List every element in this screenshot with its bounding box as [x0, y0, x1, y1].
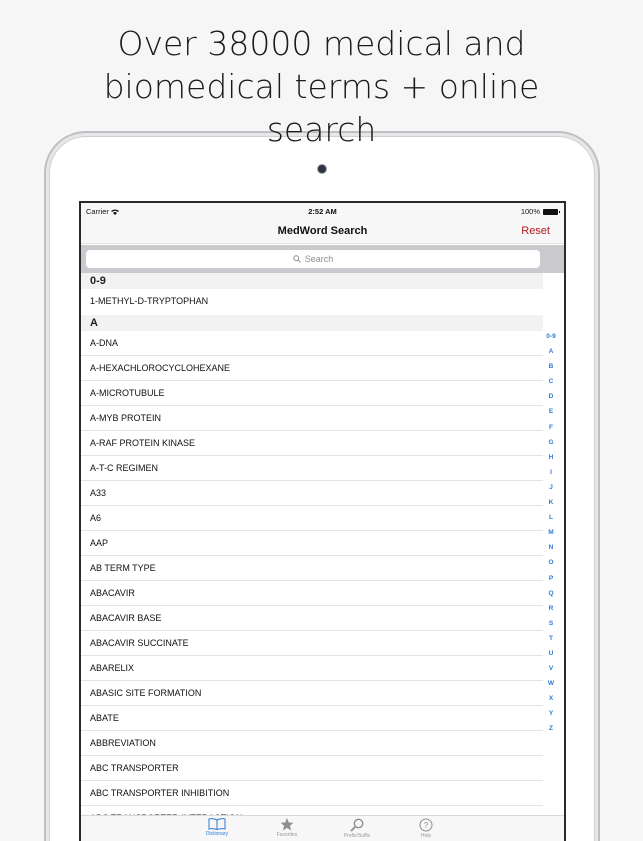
tab-help-label: Help [420, 833, 432, 839]
index-e[interactable]: E [548, 408, 554, 416]
list-item[interactable]: A-MYB PROTEIN [81, 406, 543, 431]
index-g[interactable]: G [548, 438, 554, 446]
list-item[interactable]: A33 [81, 481, 543, 506]
search-icon [350, 818, 364, 832]
list-item[interactable]: A6 [81, 506, 543, 531]
index-s[interactable]: S [548, 619, 554, 627]
list-item[interactable]: 1-METHYL-D-TRYPTOPHAN [81, 289, 543, 315]
list-item[interactable]: ABACAVIR [81, 581, 543, 606]
page-title: MedWord Search [277, 225, 368, 237]
index-v[interactable]: V [548, 665, 554, 673]
list-item[interactable]: A-HEXACHLOROCYCLOHEXANE [81, 356, 543, 381]
index-d[interactable]: D [548, 393, 554, 401]
list-item[interactable]: AB TERM TYPE [81, 556, 543, 581]
list-item[interactable]: A-RAF PROTEIN KINASE [81, 431, 543, 456]
index-x[interactable]: X [548, 695, 554, 703]
battery-indicator [521, 207, 558, 216]
index-0-9[interactable]: 0-9 [546, 333, 556, 340]
status-time: 2:52 AM [308, 207, 337, 216]
tab-dictionary-label: Dictionary [205, 831, 229, 837]
tab-help[interactable] [406, 818, 446, 839]
svg-text:?: ? [423, 821, 429, 830]
index-w[interactable]: W [547, 680, 555, 688]
search-bar [81, 245, 564, 273]
book-icon [208, 818, 226, 830]
help-icon [419, 818, 433, 832]
terms-list[interactable] [81, 273, 543, 831]
list-item[interactable]: AAP [81, 531, 543, 556]
section-header-a: A [81, 315, 543, 331]
list-item[interactable]: A-DNA [81, 331, 543, 356]
search-placeholder: Search [304, 254, 334, 264]
index-f[interactable]: F [549, 423, 553, 431]
index-c[interactable]: C [548, 378, 554, 386]
headline-line-1: Over 38000 medical and [117, 24, 526, 63]
headline-line-3: search [266, 110, 377, 149]
index-k[interactable]: K [548, 499, 554, 507]
index-t[interactable]: T [549, 634, 553, 642]
tab-bar [81, 815, 564, 841]
list-item[interactable]: ABBREVIATION [81, 731, 543, 756]
list-item[interactable]: A-T-C REGIMEN [81, 456, 543, 481]
section-header-0-9: 0-9 [81, 273, 543, 289]
list-item[interactable]: ABACAVIR BASE [81, 606, 543, 631]
carrier-label: Carrier [86, 207, 119, 216]
index-m[interactable]: M [548, 529, 554, 537]
list-item[interactable]: A-MICROTUBULE [81, 381, 543, 406]
list-item[interactable]: ABATE [81, 706, 543, 731]
app-screen [79, 201, 566, 841]
promo-headline [0, 22, 643, 151]
list-item[interactable]: ABC TRANSPORTER INHIBITION [81, 781, 543, 806]
index-l[interactable]: L [549, 514, 553, 522]
index-o[interactable]: O [548, 559, 554, 567]
index-z[interactable]: Z [549, 725, 553, 733]
tab-favorites[interactable] [267, 818, 307, 838]
star-icon [280, 818, 294, 831]
index-j[interactable]: J [549, 483, 553, 491]
index-u[interactable]: U [548, 649, 554, 657]
front-camera [318, 165, 326, 173]
index-r[interactable]: R [548, 604, 554, 612]
reset-button[interactable]: Reset [521, 225, 550, 237]
search-icon [293, 255, 301, 263]
status-bar [81, 203, 564, 220]
tab-dictionary[interactable] [197, 818, 237, 837]
index-b[interactable]: B [548, 363, 554, 371]
index-q[interactable]: Q [548, 589, 554, 597]
tab-prefix-label: Prefix/Suffix [343, 833, 371, 839]
list-item[interactable]: ABASIC SITE FORMATION [81, 681, 543, 706]
list-item[interactable]: ABACAVIR SUCCINATE [81, 631, 543, 656]
headline-line-2: biomedical terms + online [103, 67, 540, 106]
battery-percent: 100% [520, 207, 540, 216]
list-item[interactable]: ABC TRANSPORTER [81, 756, 543, 781]
index-i[interactable]: I [550, 468, 552, 476]
search-input[interactable] [86, 250, 540, 268]
section-index[interactable] [544, 329, 558, 737]
battery-icon [543, 209, 558, 215]
list-item[interactable]: ABARELIX [81, 656, 543, 681]
index-n[interactable]: N [548, 544, 554, 552]
index-a[interactable]: A [548, 348, 554, 356]
tab-prefix-suffix[interactable] [337, 818, 377, 839]
index-y[interactable]: Y [548, 710, 554, 718]
index-h[interactable]: H [548, 453, 554, 461]
navigation-bar [81, 220, 564, 244]
index-p[interactable]: P [548, 574, 554, 582]
tab-favorites-label: Favorites [276, 832, 298, 838]
